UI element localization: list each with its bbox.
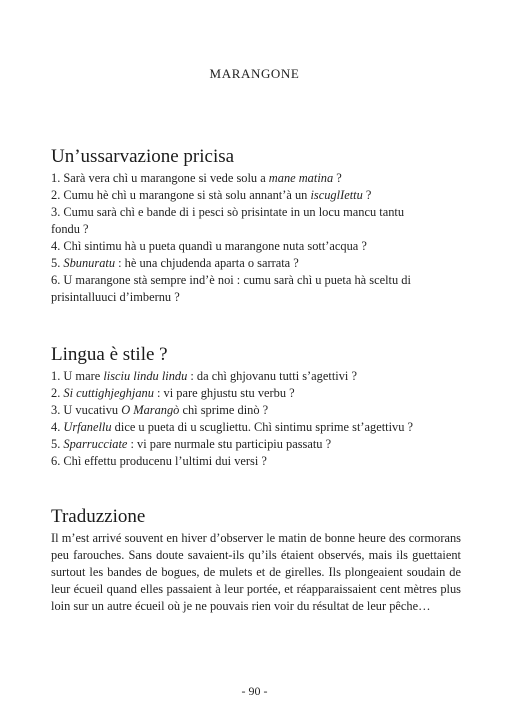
text-run: 5. [51,437,64,451]
question-line [51,436,461,453]
question-line [51,385,461,402]
text-run: 2. [51,386,64,400]
question-line [51,453,461,470]
question-line [51,402,461,419]
section-title: Lingua è stile ? [51,344,168,365]
section-title: Un’ussarvazione pricisa [51,146,235,167]
text-run: prisintalluuci d’imbernu ? [51,290,180,304]
italic-term: mane matina [268,171,334,185]
section-observation [51,146,461,306]
text-run: 1. Sarà vera chì u marangone si vede solu a [51,171,269,185]
question-line [51,419,461,436]
section-title: Traduzzione [51,506,146,527]
text-run: 6. U marangone stà sempre ind’è noi : cumu sarà chì u pueta hà sceltu di [51,273,411,287]
text-run: fondu ? [51,222,89,236]
text-run: 3. U vucativu [51,403,122,417]
question-line [51,204,461,221]
text-run: : da chì ghjovanu tutti s’agettivi ? [187,369,357,383]
text-run: 2. Cumu hè chì u marangone si stà solu annant’à un [51,188,311,202]
running-title: MARANGONE [209,66,300,81]
text-run: 4. [51,420,64,434]
text-run: 4. Chì sintimu hà u pueta quandì u marangone nuta sott’acqua ? [51,239,367,253]
text-run: 1. U mare [51,369,104,383]
italic-term: Si cuttighjeghjanu [63,386,154,400]
text-run: ? [333,171,342,185]
italic-term: Urfanellu [63,420,112,434]
text-run: 6. Chì effettu producenu l’ultimi dui versi ? [51,454,267,468]
question-line [51,187,461,204]
text-run: : vi pare nurmale stu participiu passatu ? [127,437,332,451]
text-run: 5. [51,256,64,270]
text-run: 3. Cumu sarà chì e bande di i pesci sò prisintate in un locu mancu tantu [51,205,405,219]
italic-term: Sbunuratu [63,256,116,270]
question-line [51,221,461,238]
text-run: : vi pare ghjustu stu verbu ? [153,386,295,400]
question-line [51,238,461,255]
text-run: dice u pueta di u scugliettu. Chì sintimu sprime st’agettivu ? [111,420,414,434]
text-run: chì sprime dinò ? [179,403,269,417]
question-list [51,368,461,470]
question-line [51,170,461,187]
translation-paragraph: Il m’est arrivé souvent en hiver d’observer le matin de bonne heure des cormorans peu farouches. Sans doute savaient-ils qu’ils étaient observés, mais ils guettaient surtout les bandes de bogues, de mulets et de girelles. Ils plongeaient soudain de leur écueil quand elles passaient à leur portée, et réapparaissaient cent mètres plus loin sur un autre écueil où je ne pouvais rien voir du résultat de leur pêche… [51,531,461,614]
italic-term: O Marangò [121,403,180,417]
italic-term: iscuglIettu [310,188,363,202]
question-line [51,368,461,385]
italic-term: lisciu lindu lindu [103,369,188,383]
section-language-style [51,344,461,470]
page-number: - 90 - [241,684,268,698]
italic-term: Sparrucciate [63,437,128,451]
question-line [51,272,461,289]
section-translation [51,506,461,615]
question-list [51,170,461,306]
question-line [51,289,461,306]
text-run: : hè una chjudenda aparta o sarrata ? [115,256,299,270]
question-line [51,255,461,272]
text-run: ? [362,188,372,202]
